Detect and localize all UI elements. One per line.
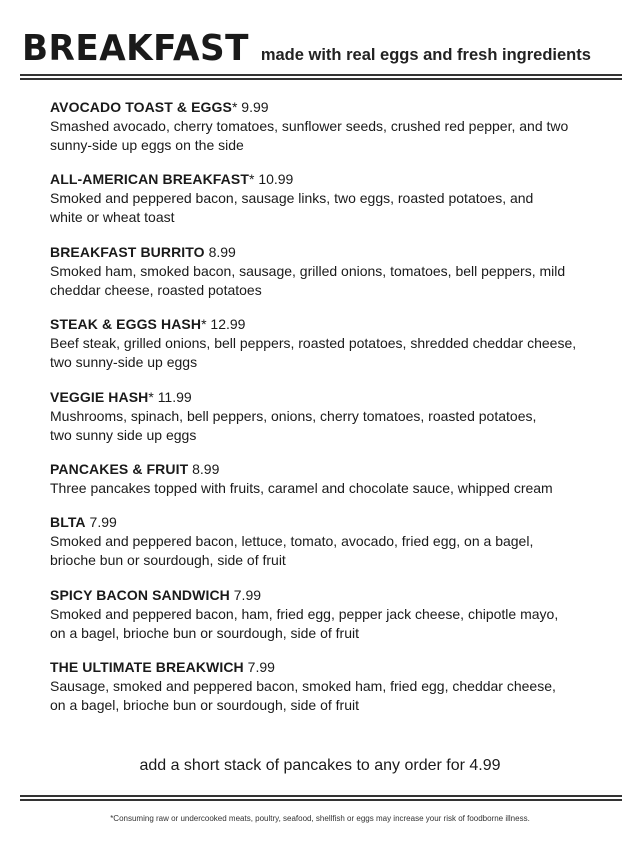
menu-item-description-line: white or wheat toast [50, 209, 175, 225]
menu-item-heading [50, 586, 610, 605]
menu-item [50, 98, 610, 155]
menu-item-price: 8.99 [208, 244, 236, 260]
addon-note: add a short stack of pancakes to any order for 4.99 [139, 757, 501, 774]
menu-item-heading [50, 460, 610, 479]
menu-item [50, 170, 610, 227]
bottom-divider [20, 795, 622, 801]
menu-item-description-line: Mushrooms, spinach, bell peppers, onions, cherry tomatoes, roasted potatoes, [50, 408, 537, 424]
menu-item-name: SPICY BACON SANDWICH [50, 587, 230, 603]
menu-item-name: THE ULTIMATE BREAKWICH [50, 659, 244, 675]
menu-header [22, 28, 591, 69]
menu-item-heading [50, 658, 610, 677]
menu-item [50, 658, 610, 715]
menu-item-price: 12.99 [210, 316, 246, 332]
menu-item-list [50, 98, 610, 715]
menu-item-name: ALL-AMERICAN BREAKFAST [50, 171, 249, 187]
menu-item [50, 513, 610, 570]
menu-item-price: 7.99 [233, 587, 262, 603]
menu-item-heading [50, 98, 610, 117]
page-title: BREAKFAST [22, 28, 249, 69]
menu-item-name: PANCAKES & FRUIT [50, 461, 189, 477]
menu-item-description-line: Smashed avocado, cherry tomatoes, sunflower seeds, crushed red pepper, and two [50, 118, 569, 134]
menu-item [50, 460, 610, 498]
menu-item [50, 586, 610, 643]
menu-item [50, 243, 610, 300]
menu-item-price: 10.99 [258, 171, 294, 187]
menu-item-description-line: two sunny-side up eggs [50, 354, 198, 370]
menu-item-price: 9.99 [241, 99, 269, 115]
menu-item-description-line: brioche bun or sourdough, side of fruit [50, 552, 286, 568]
menu-item-price: 8.99 [192, 461, 220, 477]
page-subtitle: made with real eggs and fresh ingredients [260, 46, 591, 64]
footnote: *Consuming raw or undercooked meats, poultry, seafood, shellfish or eggs may increase your risk of foodborne illness. [110, 814, 530, 823]
menu-item-name: AVOCADO TOAST & EGGS [50, 99, 232, 115]
menu-item-description-line: on a bagel, brioche bun or sourdough, side of fruit [50, 697, 359, 713]
menu-item-raw-marker: * [201, 316, 207, 332]
menu-item-price: 7.99 [247, 659, 275, 675]
menu-item-heading [50, 513, 610, 532]
menu-item-description-line: sunny-side up eggs on the side [50, 137, 244, 153]
menu-item-price: 7.99 [89, 514, 117, 530]
menu-item-raw-marker: * [148, 389, 154, 405]
menu-item-description-line: Three pancakes topped with fruits, caramel and chocolate sauce, whipped cream [50, 480, 553, 496]
menu-item-heading [50, 243, 610, 262]
menu-item-description-line: cheddar cheese, roasted potatoes [50, 282, 262, 298]
menu-item-raw-marker: * [231, 99, 238, 115]
menu-item-description-line: Smoked and peppered bacon, sausage links, two eggs, roasted potatoes, and [50, 190, 534, 206]
menu-item-description-line: Smoked and peppered bacon, ham, fried egg, pepper jack cheese, chipotle mayo, [50, 606, 559, 622]
menu-item-raw-marker: * [248, 171, 255, 187]
menu-item-name: STEAK & EGGS HASH [50, 316, 202, 332]
menu-item [50, 315, 610, 372]
menu-item-name: VEGGIE HASH [50, 389, 149, 405]
menu-item-description-line: Beef steak, grilled onions, bell peppers, roasted potatoes, shredded cheddar cheese, [50, 335, 577, 351]
menu-item-heading [50, 170, 610, 189]
menu-item [50, 388, 610, 445]
menu-item-description-line: on a bagel, brioche bun or sourdough, side of fruit [50, 625, 359, 641]
menu-item-heading [50, 388, 610, 407]
menu-item-description-line: Smoked ham, smoked bacon, sausage, grilled onions, tomatoes, bell peppers, mild [50, 263, 566, 279]
menu-item-description-line: Smoked and peppered bacon, lettuce, tomato, avocado, fried egg, on a bagel, [50, 533, 534, 549]
menu-item-heading [50, 315, 610, 334]
top-divider [20, 74, 622, 80]
menu-item-name: BLTA [50, 514, 86, 530]
menu-item-price: 11.99 [157, 389, 192, 405]
menu-item-name: BREAKFAST BURRITO [50, 244, 205, 260]
menu-item-description-line: two sunny side up eggs [50, 427, 197, 443]
menu-item-description-line: Sausage, smoked and peppered bacon, smoked ham, fried egg, cheddar cheese, [50, 678, 556, 694]
